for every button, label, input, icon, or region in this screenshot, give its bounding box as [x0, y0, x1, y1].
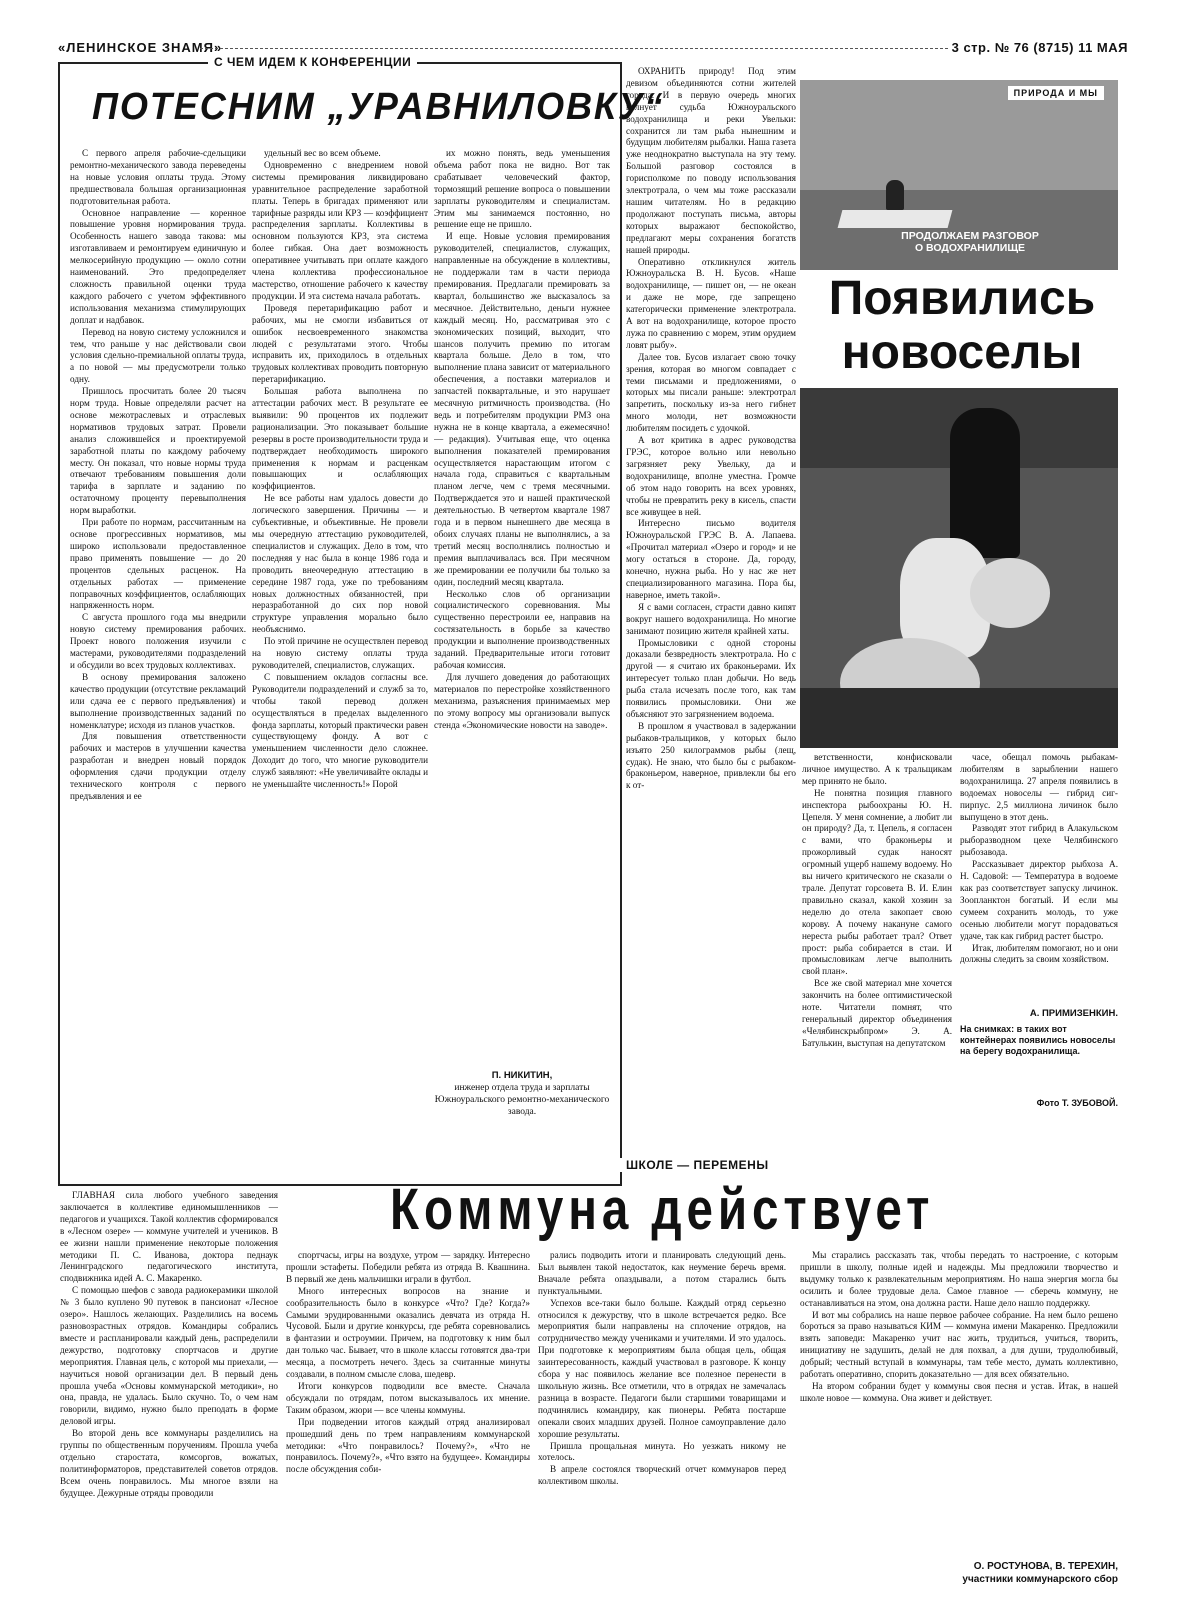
- newspaper-title: «ЛЕНИНСКОЕ ЗНАМЯ»: [58, 40, 223, 55]
- fisherman-figure: [886, 180, 904, 210]
- containers-photo: [800, 388, 1118, 748]
- left-article-column-1: С первого апреля рабочие-сдельщики ремонтно-механического завода переведены на новые условия оплаты труда. Этому предшествовала большая организационная подготовительная работа. Основное направление — коренное повышение уровня нормирования труда. Особенность нашего завода такова: мы изготавливаем и ремонтируем единичную и мелкосерийную продукцию — около сотни наименований. Это предопределяет сложность правильной оценки труда каждого рабочего с учетом эффективного использования механизма стимулирующих доплат и надбавок. Перевод на новую систему усложнился и тем, что раньше у нас действовали свои условия сдельно-премиальной оплаты труда, а по новой — мы предусмотрели только одну. Пришлось просчитать более 20 тысяч норм труда. Новые определяли расчет на основе межотраслевых и отраслевых нормативов трудовых затрат. Провели анализ сложившейся и проектируемой заработной платы по каждому рабочему месту. Он показал, что новые нормы труда отвечают требованиям повышения доли тарифа в зарплате и заданию по остаточному проценту перевыполнения норм выработки. При работе по нормам, рассчитанным на основе прогрессивных нормативов, мы широко использовали предоставленное право применять повышение — до 20 процентов сдельных расценок. На отдельных работах — применение поправочных коэффициентов, ослабляющих напряженность норм. С августа прошлого года мы внедрили новую систему премирования рабочих. Проект нового положения изучили с мастерами, руководителями подразделений и обсудили во всех трудовых коллективах. В основу премирования заложено качество продукции (отсутствие рекламаций или сдача ее с первого предъявления) и выполнение производственных заданий по номенклатуре; исходя из планов участков. Для повышения ответственности рабочих и мастеров в улучшении качества разработан и внедрен новый порядок оформления сдачи продукции отделу технического контроля с первого предъявления и ее: [70, 148, 246, 801]
- bottom-signature: О. РОСТУНОВА, В. ТЕРЕХИН, участники коммунарского сбор: [962, 1561, 1118, 1585]
- issue-info: 3 стр. № 76 (8715) 11 МАЯ: [951, 40, 1128, 55]
- bottom-rubric: ШКОЛЕ — ПЕРЕМЕНЫ: [620, 1158, 775, 1172]
- nature-headline-line-1: Появились: [828, 272, 1096, 325]
- rubric-badge: ПРИРОДА И МЫ: [1008, 86, 1104, 100]
- left-rubric: С ЧЕМ ИДЕМ К КОНФЕРЕНЦИИ: [208, 55, 417, 69]
- bottom-column-2: спортчасы, игры на воздухе, утром — зарядку. Интересно прошли эстафеты. Победили ребята из отряда В. Квашнина. В первый же день мальчишки играли в футбол. Много интересных вопросов на знание и сообразительность было в конкурсе «Что? Где? Когда?» Самыми эрудированными оказались девчата из отряда Н. Чусовой. Были и другие конкурсы, где ребята соревновались в фантазии и остроумии. Причем, на подготовку к ним был дан только час. Бывает, что в школе классы готовятся два-три месяца, а посмотреть нечего. Здесь за считанные минуты создавали, в полном смысле слова, шедевр. Итоги конкурсов подводили все вместе. Сначала обсуждали по отрядам, потом высказывалось их мнение. Таким образом, жюри — все члены коммуны. При подведении итогов каждый отряд анализировал прошедший день по трем направлениям коммунарской методики: «Что понравилось? Почему?», «Что не понравилось. Почему?», «Что взято на будущее». Командиры после обсуждения соби-: [286, 1250, 530, 1475]
- bottom-column-4: Мы старались рассказать так, чтобы передать то настроение, с которым пришли в школу, полные идей и надежды. Мы предложили творчество и выдумку только к развлекательным мероприятиям. Но наша энергия могла бы осилить и более трудовые дела. Самое главное — сберечь коммуну, не останавливаться на этом, она должна расти. Наше дело нашло поддержку. И вот мы собрались на наше первое рабочее собрание. На нем было решено бороться за право называться КИМ — коммуна имени Макаренко. Предложили взять заповеди: Макаренко учит нас жить, трудиться, учиться, творить, инициативу не задушить, делай не для похвал, а для души, трудолюбивый, добрый; честный вступай в коммунары, там тебе место, думать коллективно, работать оперативно, спорить доказательно — для всех обязательно. На втором собрании будет у коммуны своя песня и устав. Итак, в нашей школе новое — коммуна. Она живет и действует.: [800, 1250, 1118, 1403]
- bottom-headline: Коммуна действует: [390, 1177, 935, 1242]
- left-article-signature: П. НИКИТИН, инженер отдела труда и зарплаты Южноуральского ремонтно-механического завода.: [434, 1070, 610, 1117]
- bottom-column-3: рались подводить итоги и планировать следующий день. Был выявлен такой недостаток, как неумение беречь время. Вначале ребята опаздывали, а потом старались быть пунктуальными. Успехов все-таки было больше. Каждый отряд серьезно относился к дежурству, что в школе встречается редко. Все мероприятия были направлены на сплочение отрядов, на сотрудничество между учениками и учителями. И это удалось. При подготовке к мероприятиям была общая цель, общая заинтересованность, каждый участвовал в разговоре. К концу сбора у нас появилось желание все полезное перенести в школьную жизнь. Все отметили, что в отрядах не замечалась разница в возрасте. Педагоги были старшими товарищами и подчинялись командиру, как пионеры. Ребята постарше опекали своих младших друзей. Полное самоуправление дало хорошие результаты. Пришла прощальная минута. Но уезжать никому не хотелось. В апреле состоялся творческий отчет коммунаров перед коллективом школы.: [538, 1250, 786, 1487]
- photo-description: На снимках: в таких вот контейнерах появились новоселы на берегу водохранилища.: [960, 1024, 1116, 1056]
- boat-shape: [838, 210, 953, 228]
- nature-column-2: ветственности, конфисковали личное имущество. А к тральщикам мер принято не было. Не понятна позиция главного инспектора рыбоохраны Ю. Н. Цепеля. У меня сомнение, а любит ли он природу? Да, т. Цепель, я согласен с вами, что браконьеры и прожорливый судак наносят огромный ущерб нашему водоему. Но вы ничего критического не сказали о трале. Депутат горсовета В. И. Елин правильно сказал, какой хозяин за неделю до отела закопает свою корову. А почему накануне самого нереста рыбы работает трал? Ответ прост: рыба собирается в стаи. И промысловикам легче выполнить свой план». Все же свой материал мне хочется закончить на более оптимистической ноте. Читатели помнят, что генеральный директор объединения «Челябинскрыбпром» Э. А. Батулькин, выступая на депутатском: [802, 752, 952, 1048]
- masthead-rule: [200, 48, 948, 49]
- photo-caption: ПРОДОЛЖАЕМ РАЗГОВОР О ВОДОХРАНИЛИЩЕ: [901, 230, 1039, 254]
- left-article-column-3: их можно понять, ведь уменьшения объема работ пока не видно. Вот так срабатывает человеческий фактор, тормозящий решение вопроса о повышении зарплаты руководителям и специалистам. Этим мы занимаемся постоянно, но решение еще не пришло. И еще. Новые условия премирования руководителей, специалистов, служащих, направленные на обсуждение в коллективы, не поддержали там в части периода премирования. Предлагали премировать за квартал, большинство же высказалось за месячное. Действительно, деньги нужнее каждый месяц. Но, рассматривая это с экономических позиций, выходит, что шансов получить премию по итогам квартала больше. Дело в том, что выполнение плана зависит от материального обеспечения, а поставки материалов и запчастей поквартальные, и это нарушает месячную ритмичность производства. (Но ведь и потребителям продукции РМЗ она нужна не в конце квартала, а ежемесячно! — редакция). Учитывая еще, что оценка выполнения показателей премирования осуществляется нарастающим итогом с начала года, справиться с квартальным планом легче, чем с тремя месячными. Подтверждается это и нашей практической деятельностью. В четвертом квартале 1987 года и в первом нынешнего две месяца в обоих случаях планы не выполнялись, а за третий месяц восполнялись полностью и премия выплачивалась вся. При месячном же премировании ее получили бы только за один, последний месяц квартала. Несколько слов об организации социалистического соревнования. Мы существенно перестроили ее, направив на состязательность в борьбе за качество продукции и выполнение производственных заданий. Предварительные итоги готовит рабочая комиссия. Для лучшего доведения до работающих материалов по перестройке хозяйственного механизма, разъяснения принимаемых мер по этому вопросу мы организовали выпуск стенда «Экономические новости на заводе».: [434, 148, 610, 730]
- photo-credit: Фото Т. ЗУБОВОЙ.: [1036, 1098, 1118, 1108]
- bottom-column-1: ГЛАВНАЯ сила любого учебного заведения заключается в коллективе единомышленников — педагогов и учащихся. Такой коллектив сформировался в «Лесном озере» — коммуне учителей и учеников. В ее жизни нашли применение некоторые положения методики П. С. Иванова, доктора педнаук Ленинградского педагогического института, сподвижника идей А. С. Макаренко. С помощью шефов с завода радиокерамики школой № 3 было куплено 90 путевок в пансионат «Лесное озеро». Нашлось желающих. Разделились на восемь разновозрастных отрядов. Командиры собрались вместе и распланировали каждый день, распределили дежурство, подготовку спортчасов и другие мероприятия. Главная цель, с которой мы приехали, — научиться новой организации дел. В первый день прошла учеба «Основы коммунарской методики», но она, правда, не удалась. Было скучно. То, о чем нам говорили, видимо, нужно было преподать в форме деловой игры. Во второй день все коммунары разделились на группы по общественным поручениям. Прошла учеба отдельно старостата, комсоргов, вожатых, политинформаторов, представителей советов отрядов. Всем очень понравилось. Мы многое взяли на будущее. Дежурные отряды проводили: [60, 1190, 278, 1498]
- container-bag: [970, 558, 1050, 628]
- left-headline: ПОТЕСНИМ „УРАВНИЛОВКУ“: [92, 86, 665, 128]
- left-article-column-2: удельный вес во всем объеме. Одновременно с внедрением новой системы премирования ликвидировано уравнительное распределение заработной платы. Теперь в бригадах применяют или тарифные разряды или КРЗ — коэффициент распределения зарплаты. Коллективы в основном пользуются КРЗ, эта система более гибкая. Она дает возможность оперативнее учитывать при оплате каждого члена коллектива профессиональное мастерство, отношение рабочего к качеству продукции. И эта система начала работать. Проведя перетарификацию работ и рабочих, мы не смогли избавиться от ошибок несвоевременного знакомства людей с результатами этого. Чтобы исправить их, приходилось в отдельных трудовых коллективах проводить повторную перетарификацию. Большая работа выполнена по аттестации рабочих мест. В результате ее выявили: 90 процентов их подлежит рационализации. Это показывает большие резервы в росте производительности труда и подтверждает необходимость широкого применения к нормам и расценкам повышающих и ослабляющих коэффициентов. Не все работы нам удалось довести до логического завершения. Причины — и субъективные, и объективные. Не провели мы очередную аттестацию руководителей, специалистов и служащих. Дело в том, что последняя у нас была в конце 1986 года и проводить внеочередную аттестацию в середине 1987 года, уже по требованиям новых должностных обязанностей, при неразработанной до сих пор новой структуре управления морально было необъяснимо. По этой причине не осуществлен перевод на новую систему оплаты труда руководителей, специалистов, служащих. С повышением окладов согласны все. Руководители подразделений и служб за то, чтобы такой перевод должен осуществляться в пределах выделенного фонда зарплаты, который практически равен существующему фонду. А вот с уменьшением численности дело сложнее. Доходит до того, что многие руководители служб заявляют: «Не увеличивайте оклады и не уменьшайте численность!» Порой: [252, 148, 428, 790]
- boat-photo: [800, 80, 1118, 270]
- nature-signature: А. ПРИМИЗЕНКИН.: [1029, 1008, 1118, 1019]
- person-figure: [950, 408, 1020, 558]
- nature-column-1: ОХРАНИТЬ природу! Под этим девизом объединяются сотни жителей города. И в первую очередь многих волнует судьба Южноуральского водохранилища и реки Увельки: сохранится ли там рыба нынешним и будущим любителям рыбалки. Наша газета уже неоднократно выступала на эту тему. Большой разговор состоялся в горисполкоме по поводу использования электротрала, о чем мы тоже рассказали нашим читателям. Но в редакцию продолжают поступать письма, авторы которых выражают беспокойство, предлагают меры сохранения богатств нашей природы. Оперативно откликнулся житель Южноуральска В. Н. Бусов. «Наше водохранилище, — пишет он, — не океан и даже не море, где запрещено категорически применение электротрала. А вот на водохранилище, которое просто лужа по сравнению с морем, этим орудием ловят рыбу». Далее тов. Бусов излагает свою точку зрения, которая во многом совпадает с теми письмами и предложениями, о которых мы писали раньше: электротрал запретить, поскольку из-за него гибнет много молоди, нет возможности любителям посидеть с удочкой. А вот критика в адрес руководства ГРЭС, которое вольно или невольно загрязняет реку Увельку, да и водохранилище, вполне уместна. Громче об этом надо говорить на всех уровнях, чтобы не превратить реку в кисель, спасти все живущее в ней. Интересно письмо водителя Южноуральской ГРЭС В. А. Лапаева. «Прочитал материал «Озеро и город» и не могу остаться в стороне. Да, городу, конечно, нужна рыба. Но у нас же нет специализированного магазина. Пора бы, наверное, иметь такой». Я с вами согласен, страсти давно кипят вокруг нашего водохранилища. Но многие занимают позицию жителя крайней хаты. Промысловики с одной стороны доказали безвредность электротрала. Но с другой — я считаю их браконьерами. Их интересует только план добычи. Но ведь рыба стала исчезать после того, как там появились промысловики. Они же объясняют это загрязнением водоема. В прошлом я участвовал в задержании рыбаков-тральщиков, у которых было изъято 250 килограммов рыбы (лещ, судак). Не знаю, что было бы с рыбаком-браконьером, наверное, привлекли бы его к от-: [626, 66, 796, 791]
- nature-column-3: часе, обещал помочь рыбакам-любителям в зарыблении нашего водохранилища. 27 апреля появились в водоемах новоселы — гибрид сиг-пирпус. 2,5 миллиона личинок было выпущено в этот день. Разводят этот гибрид в Алакульском рыборазводном цехе Челябинского рыбозавода. Рассказывает директор рыбхоза А. Н. Садовой: — Температура в водоеме как раз соответствует запуску личинок. Зоопланктон богатый. И если мы сумеем сохранить молодь, то уже осенью любители могут порадоваться удаче, так как гибрид растет быстро. Итак, любителям помогают, но и они должны следить за своим хозяйством.: [960, 752, 1118, 965]
- nature-headline-line-2: новоселы: [841, 326, 1083, 379]
- shore-area: [800, 688, 1118, 748]
